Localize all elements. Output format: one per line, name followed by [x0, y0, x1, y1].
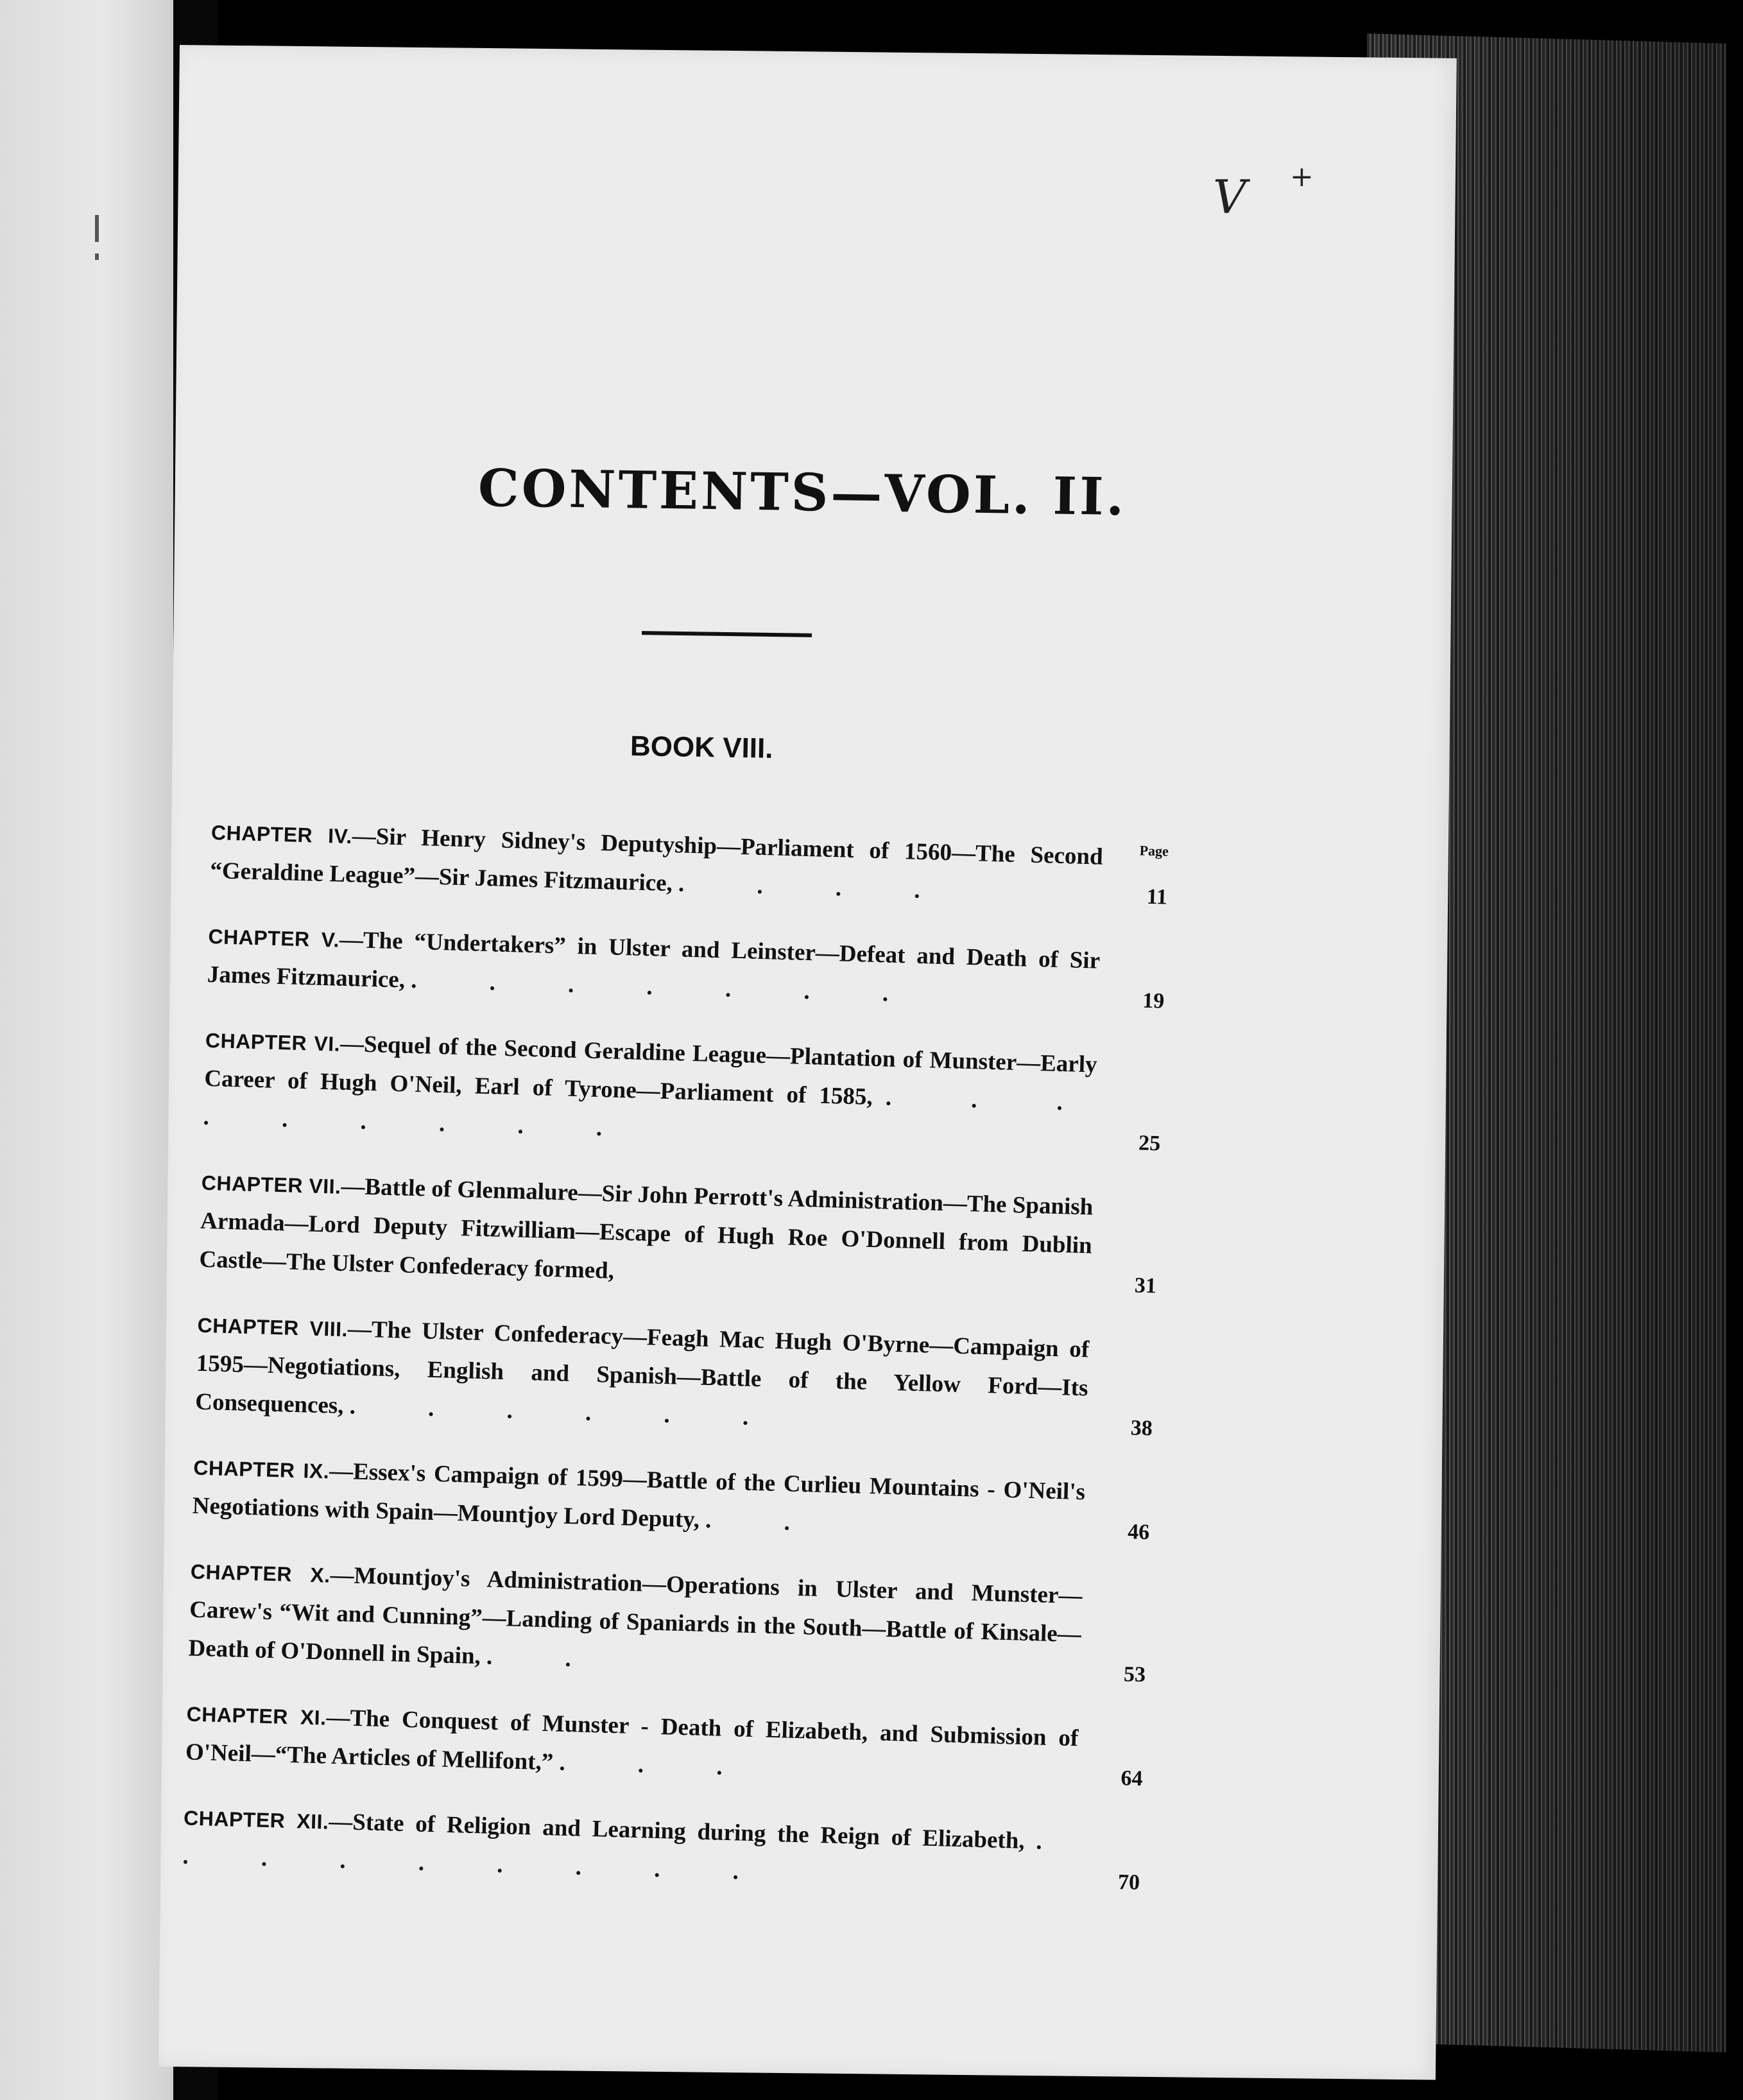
dot-leader: . . . . . . . . .: [203, 1084, 1097, 1142]
chapter-description: —Sequel of the Second Geraldine League—Plantation of Munster—Early Career of Hugh O'Neil, Earl of Tyrone—Parliament of 1585,: [203, 1030, 1098, 1110]
page-column-header: Page: [1139, 842, 1169, 859]
toc-entry-text: [188, 1553, 1083, 1693]
toc-entry: [203, 1021, 1161, 1163]
chapter-label: CHAPTER VI.: [205, 1028, 341, 1056]
page-number: 70: [1117, 1870, 1140, 1895]
chapter-description: —Mountjoy's Administration—Operations in Ulster and Munster—Carew's “Wit and Cunning”—Landing of Spaniards in the South—Battle of Kinsale—Death of O'Donnell in Spain,: [188, 1562, 1083, 1670]
page-number: 31: [1134, 1273, 1157, 1298]
page-number: 53: [1123, 1662, 1146, 1687]
toc-entry-text: [182, 1798, 1076, 1900]
dot-leader: . . . .: [678, 870, 954, 905]
chapter-description: —State of Religion and Learning during the Reign of Elizabeth,: [328, 1808, 1026, 1854]
toc-entry: [185, 1694, 1144, 1798]
toc-entry-text: [192, 1449, 1086, 1551]
chapter-description: —The Ulster Confederacy—Feagh Mac Hugh O'Byrne—Campaign of 1595—Negotiations, English and Spanish—Battle of the Yellow Ford—Its Consequences,: [194, 1316, 1090, 1420]
dot-leader: . . . . . .: [349, 1393, 782, 1432]
toc-entry: [198, 1164, 1157, 1305]
chapter-label: CHAPTER XI.: [186, 1702, 327, 1730]
toc-entry: [182, 1798, 1140, 1902]
dot-leader: . . .: [558, 1749, 757, 1782]
page-number: 38: [1130, 1416, 1153, 1441]
chapter-label: CHAPTER X.: [190, 1560, 331, 1587]
dot-leader: . . . . . . . . .: [182, 1828, 1076, 1886]
margin-tick-mark: [95, 215, 99, 242]
chapter-label: CHAPTER IX.: [193, 1456, 330, 1483]
chapter-description: —Battle of Glenmalure—Sir John Perrott's Administration—The Spanish Armada—Lord Deputy Fitzwilliam—Escape of Hugh Roe O'Donnell from Dublin Castle—The Ulster Confederacy formed,: [198, 1173, 1094, 1284]
chapter-label: CHAPTER VIII.: [197, 1313, 348, 1341]
toc-entry: [207, 917, 1165, 1020]
chapter-description: —The “Undertakers” in Ulster and Leinster—Defeat and Death of Sir James Fitzmaurice,: [207, 926, 1101, 994]
chapter-label: CHAPTER XII.: [183, 1806, 329, 1834]
handwritten-v-mark: V: [1213, 170, 1246, 224]
page-number: 25: [1138, 1131, 1161, 1156]
toc-entry-text: [207, 917, 1101, 1019]
toc-entry-text: [203, 1021, 1097, 1162]
toc-entry-text: [194, 1306, 1089, 1447]
chapter-label: CHAPTER V.: [208, 924, 340, 952]
margin-tick-mark: [95, 254, 99, 260]
page-number: 46: [1127, 1520, 1150, 1545]
chapter-description: —The Conquest of Munster - Death of Elizabeth, and Submission of O'Neil—“The Articles of Mellifont,”: [185, 1704, 1079, 1776]
toc-entry: [194, 1306, 1153, 1448]
page-number: 19: [1142, 988, 1165, 1013]
handwritten-cross-mark: +: [1290, 160, 1314, 193]
toc-entry-text: [185, 1694, 1079, 1796]
toc-entry-text: [199, 1164, 1094, 1304]
page-number: 64: [1120, 1766, 1144, 1791]
left-facing-page: [0, 0, 173, 2100]
dot-leader: . .: [705, 1506, 824, 1537]
page-number: 11: [1146, 884, 1168, 909]
page-title: CONTENTS—VOL. II.: [477, 457, 1128, 528]
chapter-label: CHAPTER VII.: [201, 1171, 341, 1198]
chapter-description: —Essex's Campaign of 1599—Battle of the Curlieu Mountains - O'Neil's Negotiations with Spain—Mountjoy Lord Deputy,: [192, 1458, 1086, 1533]
chapter-description: —Sir Henry Sidney's Deputyship—Parliament of 1560—The Second “Geraldine League”—Sir James Fitzmaurice,: [209, 823, 1104, 897]
toc-entry: [192, 1449, 1150, 1552]
book-heading: BOOK VIII.: [630, 730, 773, 764]
dot-leader: . .: [486, 1643, 605, 1673]
dot-leader: . . . . . . .: [410, 967, 922, 1008]
table-of-contents: [182, 812, 1169, 1929]
toc-entry: [188, 1553, 1146, 1694]
chapter-label: CHAPTER IV.: [210, 820, 353, 848]
